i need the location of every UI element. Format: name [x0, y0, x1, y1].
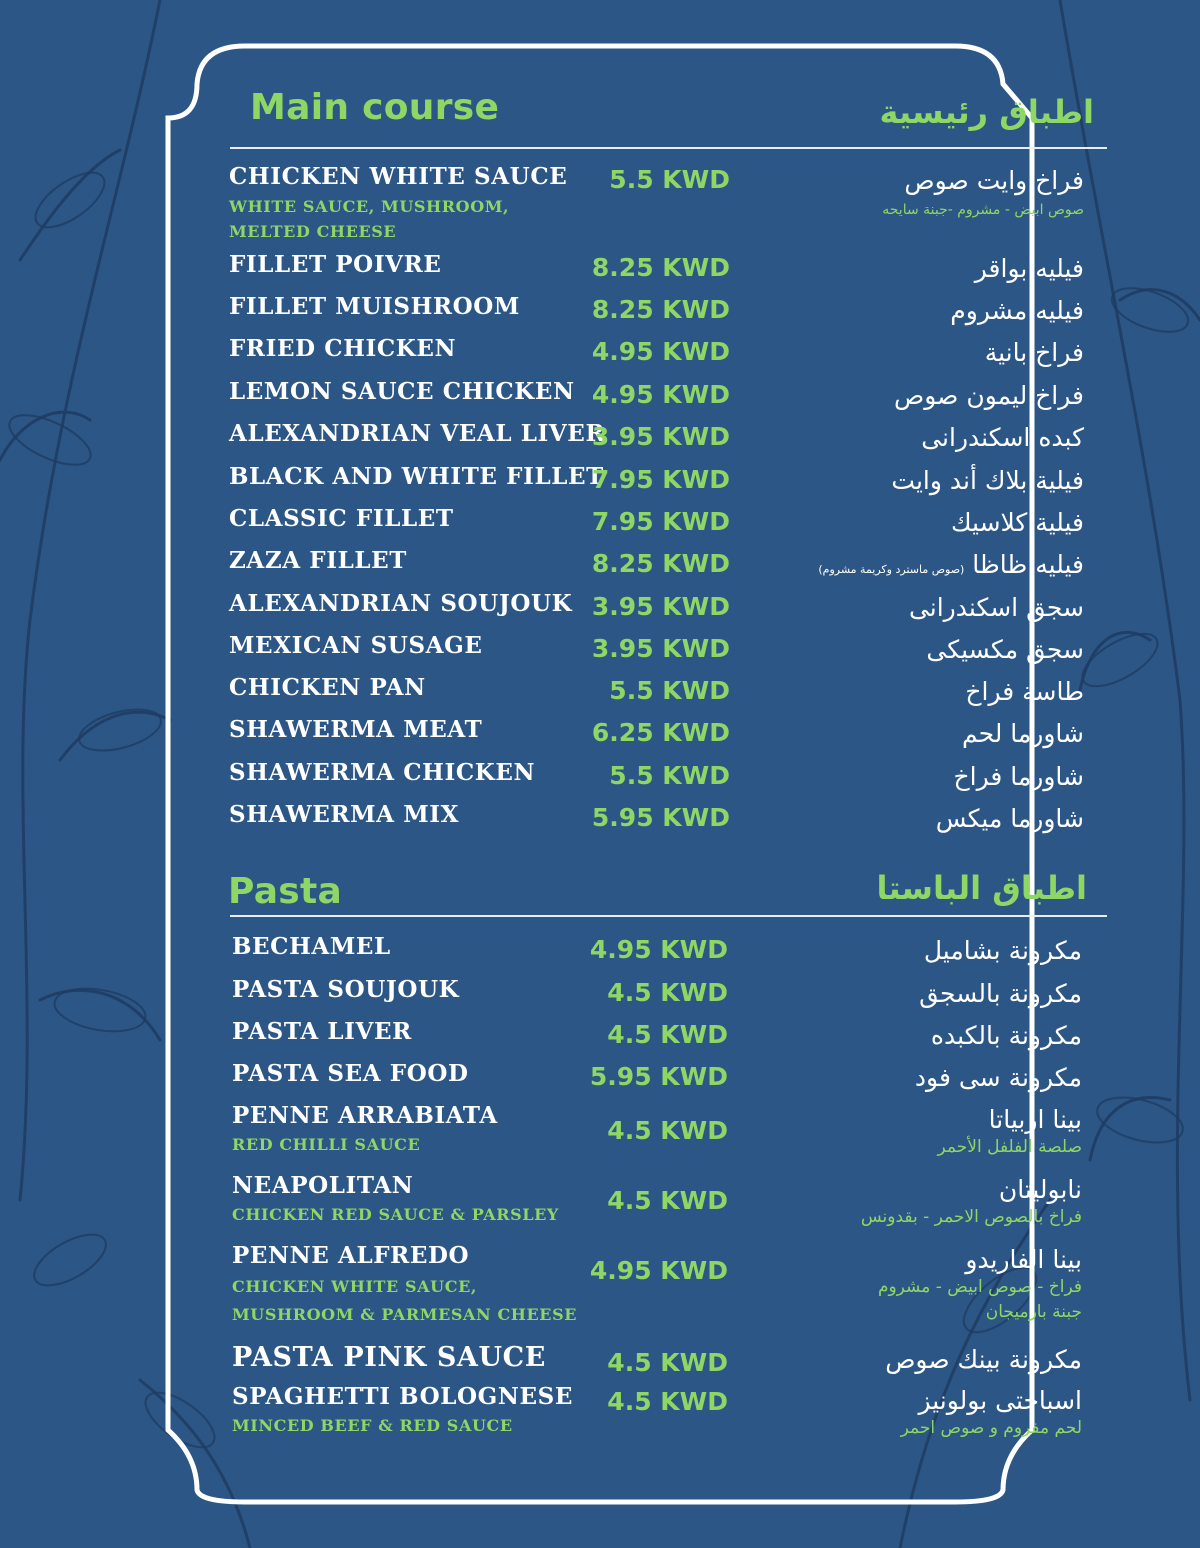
menu-item-name: PENNE ARRABIATA — [232, 1102, 498, 1129]
menu-item-name-ar — [664, 423, 1084, 453]
menu-item-price: 4.5 KWD — [607, 1020, 728, 1049]
menu-item-price: 8.25 KWD — [591, 549, 730, 578]
menu-item-price: 5.5 KWD — [609, 165, 730, 194]
menu-item-name-ar — [662, 1386, 1082, 1416]
menu-item-name-ar — [664, 166, 1084, 196]
menu-item-price: 4.5 KWD — [607, 978, 728, 1007]
menu-item-price: 8.25 KWD — [591, 295, 730, 324]
menu-item-name-ar-text: شاورما لحم — [961, 719, 1084, 748]
menu-item-name-ar — [662, 1105, 1082, 1135]
menu-item-price: 7.95 KWD — [591, 465, 730, 494]
menu-item-name-ar — [662, 1245, 1082, 1275]
menu-item-name-ar-text: اسباجتى بولونيز — [918, 1386, 1082, 1415]
menu-item-description-ar: فراخ بالصوص الاحمر - بقدونس — [860, 1207, 1082, 1227]
menu-item-description-ar: صلصة الفلفل الأحمر — [937, 1137, 1082, 1157]
menu-item-price: 3.95 KWD — [591, 592, 730, 621]
menu-item-name-ar — [664, 719, 1084, 749]
menu-item-name-ar-text: سجق مكسيكى — [926, 635, 1084, 664]
menu-item-price: 4.95 KWD — [591, 337, 730, 366]
menu-item-name-ar — [662, 1063, 1082, 1093]
menu-item-name-ar-text: مكرونة بينك صوص — [885, 1345, 1082, 1374]
menu-item-name: LEMON SAUCE CHICKEN — [229, 378, 575, 405]
menu-item-name: SHAWERMA CHICKEN — [229, 759, 536, 786]
menu-item-name-ar-text: بينا الفاريدو — [965, 1245, 1082, 1274]
menu-item-price: 3.95 KWD — [591, 422, 730, 451]
menu-item-description: CHICKEN WHITE SAUCE, MUSHROOM & PARMESAN CHEESE — [232, 1277, 578, 1324]
menu-item-name-ar — [662, 1021, 1082, 1051]
menu-item-name: SPAGHETTI BOLOGNESE — [232, 1383, 574, 1410]
menu-item-price: 5.95 KWD — [589, 1062, 728, 1091]
menu-item-name-ar — [662, 1345, 1082, 1375]
menu-item-name-ar — [664, 466, 1084, 496]
menu-item-description: WHITE SAUCE, MUSHROOM, MELTED CHEESE — [229, 197, 510, 241]
menu-item-name-ar-text: شاورما ميكس — [935, 804, 1084, 833]
menu-item-name-ar — [662, 1175, 1082, 1205]
menu-item-price: 4.95 KWD — [591, 380, 730, 409]
menu-item-name-ar-text: فيليه ظاظا — [972, 550, 1084, 579]
menu-item-name-ar — [664, 338, 1084, 368]
menu-item-price: 4.5 KWD — [607, 1116, 728, 1145]
menu-item-price: 3.95 KWD — [591, 634, 730, 663]
menu-item-price: 4.95 KWD — [589, 935, 728, 964]
menu-item-name: FILLET POIVRE — [229, 251, 442, 278]
menu-item-name-ar — [664, 296, 1084, 326]
menu-item-price: 7.95 KWD — [591, 507, 730, 536]
menu-item-name: PASTA SOUJOUK — [232, 976, 460, 1003]
menu-item-name: SHAWERMA MIX — [229, 801, 460, 828]
menu-item-price: 8.25 KWD — [591, 253, 730, 282]
menu-item-price: 4.5 KWD — [607, 1186, 728, 1215]
menu-item-name-ar — [664, 550, 1084, 585]
section-title-main-course: Main course — [250, 87, 500, 128]
menu-item-note-ar: (صوص ماسترد وكريمة مشروم) — [818, 563, 965, 576]
menu-item-price: 5.95 KWD — [591, 803, 730, 832]
section-title-pasta: Pasta — [228, 871, 343, 912]
menu-item-name-ar — [664, 508, 1084, 538]
menu-item-name: FILLET MUISHROOM — [229, 293, 520, 320]
menu-item-name: ZAZA FILLET — [229, 547, 407, 574]
menu-item-name-ar-text: فراخ ليمون صوص — [894, 381, 1084, 410]
menu-item-name: SHAWERMA MEAT — [229, 716, 483, 743]
menu-item-name-ar-text: فيليه بواقر — [974, 254, 1084, 283]
menu-item-name: MEXICAN SUSAGE — [229, 632, 483, 659]
menu-item-name-ar — [662, 979, 1082, 1009]
menu-item-name: FRIED CHICKEN — [229, 335, 457, 362]
menu-item-name-ar-text: مكرونة بالكبده — [930, 1021, 1082, 1050]
section-divider — [230, 915, 1107, 917]
menu-item-name: ALEXANDRIAN VEAL LIVER — [229, 420, 606, 447]
menu-item-price: 6.25 KWD — [591, 718, 730, 747]
menu-item-name-ar — [664, 254, 1084, 284]
menu-item-name-ar-text: مكرونة سى فود — [914, 1063, 1082, 1092]
menu-item-name-ar-text: مكرونة بالسجق — [919, 979, 1082, 1008]
menu-item-name-ar — [664, 804, 1084, 834]
menu-item-name-ar-text: كبده اسكندرانى — [921, 423, 1084, 452]
menu-item-name-ar-text: طاسة فراخ — [965, 677, 1084, 706]
menu-item-price: 5.5 KWD — [609, 761, 730, 790]
menu-item-price: 4.95 KWD — [589, 1256, 728, 1285]
menu-item-name-ar-text: سجق اسكندرانى — [908, 593, 1084, 622]
menu-item-name: CHICKEN WHITE SAUCE — [229, 163, 568, 190]
menu-item-name: PASTA PINK SAUCE — [232, 1342, 546, 1373]
menu-item-name-ar — [664, 381, 1084, 411]
menu-item-description-ar: صوص ابيض - مشروم -جبنة سايحه — [882, 202, 1084, 218]
menu-item-name: CLASSIC FILLET — [229, 505, 454, 532]
menu-item-name-ar-text: نابوليتان — [998, 1175, 1082, 1204]
menu-item-name-ar-text: فيلية بلاك أند وايت — [891, 466, 1084, 495]
menu-item-description-ar: لحم مفروم و صوص احمر — [900, 1418, 1082, 1438]
menu-item-name-ar-text: فيلية كلاسيك — [950, 508, 1084, 537]
menu-item-description: RED CHILLI SAUCE — [232, 1135, 421, 1154]
menu-item-name: PASTA LIVER — [232, 1018, 412, 1045]
menu-item-description: CHICKEN RED SAUCE & PARSLEY — [232, 1205, 559, 1224]
menu-item-name-ar-text: فراخ وايت صوص — [904, 166, 1084, 195]
menu-item-name: BLACK AND WHITE FILLET — [229, 463, 604, 490]
section-title-pasta-ar: اطباق الباستا — [876, 869, 1087, 907]
menu-item-name-ar-text: فيليه مشروم — [950, 296, 1084, 325]
menu-item-price: 4.5 KWD — [607, 1387, 728, 1416]
section-divider — [230, 147, 1107, 149]
menu-item-name: PASTA SEA FOOD — [232, 1060, 469, 1087]
menu-item-name-ar-text: فراخ بانية — [984, 338, 1084, 367]
menu-item-description: MINCED BEEF & RED SAUCE — [232, 1416, 513, 1435]
menu-item-price: 5.5 KWD — [609, 676, 730, 705]
menu-item-name-ar — [664, 677, 1084, 707]
section-title-main-course-ar: اطباق رئيسية — [879, 93, 1094, 131]
menu-item-name: ALEXANDRIAN SOUJOUK — [229, 590, 573, 617]
menu-item-name: NEAPOLITAN — [232, 1172, 414, 1199]
menu-item-name-ar — [662, 936, 1082, 966]
menu-item-name-ar-text: بينا اربياتا — [988, 1105, 1082, 1134]
menu-item-price: 4.5 KWD — [607, 1348, 728, 1377]
menu-item-name-ar — [664, 762, 1084, 792]
menu-item-name: PENNE ALFREDO — [232, 1242, 470, 1269]
menu-item-name: CHICKEN PAN — [229, 674, 426, 701]
menu-item-name-ar-text: شاورما فراخ — [953, 762, 1084, 791]
menu-item-name-ar — [664, 635, 1084, 665]
menu-item-description-ar: فراخ - صوص ابيض - مشروم جبنة بارميجان — [877, 1277, 1082, 1322]
menu-item-name: BECHAMEL — [232, 933, 391, 960]
menu-item-name-ar — [664, 593, 1084, 623]
menu-item-name-ar-text: مكرونة بشاميل — [923, 936, 1082, 965]
